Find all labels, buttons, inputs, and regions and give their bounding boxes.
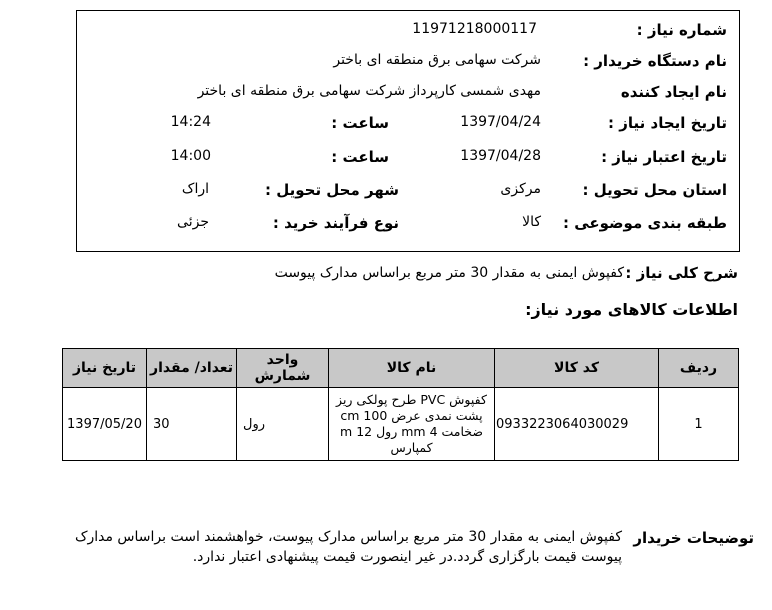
creator-label: نام ایجاد کننده [620, 83, 727, 101]
buyer-notes-label: توضیحات خریدار [633, 529, 754, 547]
need-number-value: 11971218000117 [412, 21, 537, 37]
header-quantity: تعداد/ مقدار [147, 349, 237, 388]
created-date-value: 1397/04/24 [460, 114, 541, 130]
buyer-org-value: شرکت سهامی برق منطقه ای باختر [333, 52, 541, 68]
need-info-box [76, 10, 740, 252]
validity-time-label: ساعت : [331, 148, 389, 166]
table-header-row [63, 349, 739, 388]
validity-time-value: 14:00 [170, 148, 211, 164]
need-number-label: شماره نیاز : [636, 21, 727, 39]
cell-unit: رول [237, 388, 329, 461]
created-time-value: 14:24 [170, 114, 211, 130]
cell-goods-code: 0933223064030029 [495, 388, 659, 461]
validity-date-label: تاریخ اعتبار نیاز : [601, 148, 727, 166]
cell-goods-name: کفپوش PVC طرح پولکی ریز پشت نمدی عرض 100 cm ضخامت 4 mm رول 12 m کمپارس [329, 388, 495, 461]
goods-table [62, 348, 739, 461]
province-label: استان محل تحویل : [582, 181, 727, 199]
buyer-org-label: نام دستگاه خریدار : [583, 52, 727, 70]
header-goods-code: کد کالا [495, 349, 659, 388]
buyer-notes-text: کفپوش ایمنی به مقدار 30 متر مربع براساس مدارک پیوست، خواهشمند است براساس مدارک پیوست قیمت بارگزاری گردد.در غیر اینصورت قیمت پیشنهادی اعتبار ندارد. [74, 529, 622, 565]
creator-value: مهدی شمسی کارپرداز شرکت سهامی برق منطقه ای باختر [197, 83, 541, 99]
city-value: اراک [181, 181, 209, 197]
process-label: نوع فرآیند خرید : [272, 214, 399, 232]
summary-value: کفپوش ایمنی به مقدار 30 متر مربع براساس مدارک پیوست [274, 265, 624, 281]
header-need-date: تاریخ نیاز [63, 349, 147, 388]
cell-need-date: 1397/05/20 [63, 388, 147, 461]
province-value: مرکزی [500, 181, 541, 197]
process-value: جزئی [177, 214, 209, 230]
category-value: کالا [522, 214, 541, 230]
table-row [63, 388, 739, 461]
category-label: طبقه بندی موضوعی : [563, 214, 727, 232]
created-date-label: تاریخ ایجاد نیاز : [608, 114, 727, 132]
header-unit: واحد شمارش [237, 349, 329, 388]
header-goods-name: نام کالا [329, 349, 495, 388]
goods-section-title: اطلاعات کالاهای مورد نیاز: [525, 300, 738, 319]
cell-quantity: 30 [147, 388, 237, 461]
cell-row-number: 1 [659, 388, 739, 461]
summary-label: شرح کلی نیاز : [625, 264, 738, 282]
city-label: شهر محل تحویل : [264, 181, 399, 199]
header-row-number: ردیف [659, 349, 739, 388]
validity-date-value: 1397/04/28 [460, 148, 541, 164]
created-time-label: ساعت : [331, 114, 389, 132]
